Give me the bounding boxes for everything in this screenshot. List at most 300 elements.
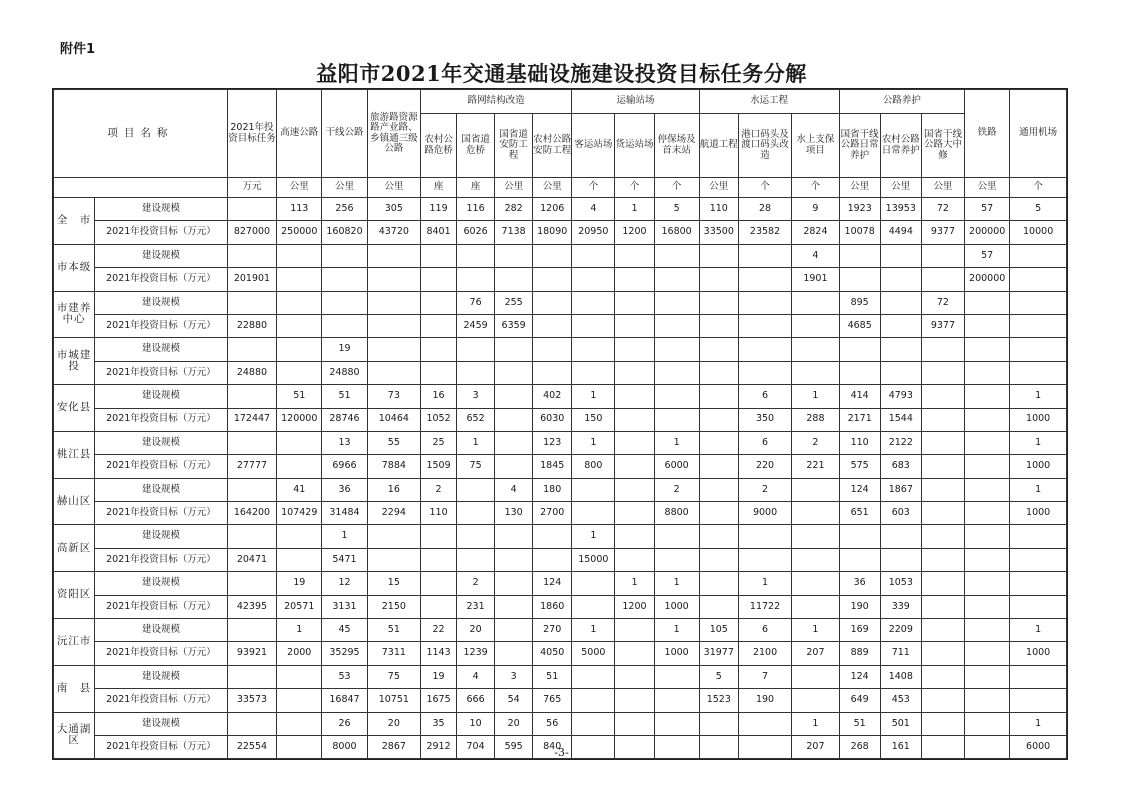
data-cell: 1860 — [533, 595, 572, 618]
data-cell — [965, 548, 1010, 571]
table-body — [54, 198, 1067, 759]
data-cell — [421, 314, 457, 337]
row-label-invest: 2021年投资目标（万元） — [95, 221, 228, 244]
data-cell: 651 — [839, 502, 880, 525]
data-cell: 27777 — [227, 455, 276, 478]
data-cell: 1 — [1010, 478, 1067, 501]
data-cell: 10000 — [1010, 221, 1067, 244]
data-cell: 31484 — [322, 502, 367, 525]
data-cell — [615, 548, 654, 571]
table-row — [54, 361, 1067, 384]
row-label-invest: 2021年投资目标（万元） — [95, 595, 228, 618]
stop-station-header: 停保场及首末站 — [654, 114, 699, 178]
data-cell — [654, 689, 699, 712]
data-cell: 8000 — [322, 735, 367, 758]
table-row — [54, 244, 1067, 267]
trunk-maint-header: 国省干线公路日常养护 — [839, 114, 880, 178]
data-cell: 1 — [1010, 431, 1067, 454]
data-cell: 1523 — [699, 689, 738, 712]
row-label-scale: 建设规模 — [95, 431, 228, 454]
data-cell — [227, 478, 276, 501]
data-cell — [792, 665, 839, 688]
data-cell — [1010, 361, 1067, 384]
data-cell — [699, 502, 738, 525]
data-cell: 1143 — [421, 642, 457, 665]
table-row — [54, 314, 1067, 337]
data-cell — [699, 244, 738, 267]
data-cell: 7 — [738, 665, 791, 688]
data-cell — [322, 291, 367, 314]
data-cell — [572, 291, 615, 314]
data-cell: 28 — [738, 198, 791, 221]
data-cell: 1867 — [880, 478, 921, 501]
data-cell: 1675 — [421, 689, 457, 712]
data-cell: 6030 — [533, 408, 572, 431]
data-cell — [615, 431, 654, 454]
data-cell — [533, 291, 572, 314]
data-cell: 2867 — [367, 735, 420, 758]
data-cell — [921, 665, 964, 688]
data-cell: 1 — [792, 712, 839, 735]
highway-header: 高速公路 — [277, 90, 322, 178]
data-cell — [495, 385, 533, 408]
data-cell — [839, 548, 880, 571]
data-cell — [457, 361, 495, 384]
data-cell — [227, 244, 276, 267]
data-cell — [572, 268, 615, 291]
data-cell — [792, 338, 839, 361]
data-cell — [227, 619, 276, 642]
data-cell: 110 — [699, 198, 738, 221]
channel-header: 航道工程 — [699, 114, 738, 178]
data-cell: 1 — [572, 385, 615, 408]
table-header — [54, 90, 1067, 198]
unit-row — [54, 178, 1067, 198]
data-cell: 16847 — [322, 689, 367, 712]
unit-cell: 座 — [421, 178, 457, 198]
data-cell: 2 — [654, 478, 699, 501]
data-cell: 6 — [738, 619, 791, 642]
unit-cell: 公里 — [495, 178, 533, 198]
trunk-repair-header: 国省干线公路大中修 — [921, 114, 964, 178]
data-cell: 575 — [839, 455, 880, 478]
data-cell: 8401 — [421, 221, 457, 244]
unit-cell: 个 — [792, 178, 839, 198]
airport-header: 通用机场 — [1010, 90, 1067, 178]
data-cell: 57 — [965, 244, 1010, 267]
table-row — [54, 665, 1067, 688]
data-cell — [921, 712, 964, 735]
data-cell — [277, 689, 322, 712]
data-cell: 72 — [921, 198, 964, 221]
data-cell: 110 — [839, 431, 880, 454]
data-cell — [615, 268, 654, 291]
row-label-scale: 建设规模 — [95, 712, 228, 735]
data-cell — [367, 268, 420, 291]
data-cell — [921, 361, 964, 384]
region-name: 沅江市 — [54, 619, 95, 666]
data-cell — [367, 338, 420, 361]
data-cell — [1010, 665, 1067, 688]
data-cell — [277, 268, 322, 291]
data-cell — [277, 431, 322, 454]
data-cell — [572, 595, 615, 618]
data-cell — [880, 525, 921, 548]
data-cell: 765 — [533, 689, 572, 712]
data-cell: 190 — [738, 689, 791, 712]
data-cell — [277, 291, 322, 314]
data-cell — [495, 619, 533, 642]
data-cell — [227, 198, 276, 221]
data-cell — [965, 431, 1010, 454]
data-cell — [367, 244, 420, 267]
row-label-invest: 2021年投资目标（万元） — [95, 361, 228, 384]
data-cell: 4 — [792, 244, 839, 267]
data-cell — [792, 689, 839, 712]
data-cell: 5 — [654, 198, 699, 221]
data-cell: 4793 — [880, 385, 921, 408]
data-cell — [615, 244, 654, 267]
data-cell — [839, 525, 880, 548]
data-cell — [839, 244, 880, 267]
row-label-scale: 建设规模 — [95, 619, 228, 642]
data-cell: 3131 — [322, 595, 367, 618]
data-cell — [615, 619, 654, 642]
data-cell — [921, 431, 964, 454]
region-name: 桃江县 — [54, 431, 95, 478]
data-cell — [880, 268, 921, 291]
data-cell: 603 — [880, 502, 921, 525]
data-cell — [457, 338, 495, 361]
data-cell: 2100 — [738, 642, 791, 665]
row-label-scale: 建设规模 — [95, 478, 228, 501]
data-cell: 13953 — [880, 198, 921, 221]
data-cell — [615, 525, 654, 548]
data-cell: 124 — [839, 478, 880, 501]
data-cell: 1544 — [880, 408, 921, 431]
data-cell: 1 — [654, 431, 699, 454]
data-cell — [965, 455, 1010, 478]
data-cell: 453 — [880, 689, 921, 712]
data-cell — [699, 361, 738, 384]
data-cell: 1239 — [457, 642, 495, 665]
data-cell: 666 — [457, 689, 495, 712]
data-cell — [367, 314, 420, 337]
data-cell — [965, 525, 1010, 548]
row-label-scale: 建设规模 — [95, 665, 228, 688]
data-cell: 51 — [839, 712, 880, 735]
data-cell — [572, 244, 615, 267]
row-label-invest: 2021年投资目标（万元） — [95, 735, 228, 758]
data-cell: 1509 — [421, 455, 457, 478]
data-cell — [615, 478, 654, 501]
data-cell: 73 — [367, 385, 420, 408]
data-cell — [1010, 548, 1067, 571]
project-name-header: 项目名称 — [54, 90, 228, 178]
data-cell — [921, 595, 964, 618]
data-cell — [572, 361, 615, 384]
data-cell — [615, 665, 654, 688]
region-name: 安化县 — [54, 385, 95, 432]
data-cell: 35295 — [322, 642, 367, 665]
data-cell — [699, 338, 738, 361]
data-cell: 200000 — [965, 268, 1010, 291]
data-cell — [965, 619, 1010, 642]
data-cell: 288 — [792, 408, 839, 431]
data-cell — [322, 314, 367, 337]
data-cell: 105 — [699, 619, 738, 642]
table-row — [54, 642, 1067, 665]
data-cell — [1010, 314, 1067, 337]
page-title: 益阳市2021年交通基础设施建设投资目标任务分解 — [316, 61, 807, 86]
data-cell — [615, 689, 654, 712]
data-cell: 840 — [533, 735, 572, 758]
row-label-invest: 2021年投资目标（万元） — [95, 548, 228, 571]
data-cell: 113 — [277, 198, 322, 221]
data-cell: 2122 — [880, 431, 921, 454]
data-cell — [367, 548, 420, 571]
row-label-scale: 建设规模 — [95, 291, 228, 314]
data-cell: 124 — [533, 572, 572, 595]
data-cell: 250000 — [277, 221, 322, 244]
data-cell — [277, 314, 322, 337]
data-cell — [495, 548, 533, 571]
data-cell — [615, 314, 654, 337]
table-row — [54, 338, 1067, 361]
data-cell: 1053 — [880, 572, 921, 595]
data-cell: 711 — [880, 642, 921, 665]
row-label-invest: 2021年投资目标（万元） — [95, 314, 228, 337]
data-cell: 4 — [457, 665, 495, 688]
data-cell: 2294 — [367, 502, 420, 525]
data-cell: 9377 — [921, 314, 964, 337]
data-cell: 339 — [880, 595, 921, 618]
data-cell — [921, 385, 964, 408]
data-cell — [965, 712, 1010, 735]
data-cell — [421, 572, 457, 595]
row-label-scale: 建设规模 — [95, 198, 228, 221]
railway-header: 铁路 — [965, 90, 1010, 178]
row-label-scale: 建设规模 — [95, 525, 228, 548]
data-cell — [572, 689, 615, 712]
data-cell: 172447 — [227, 408, 276, 431]
data-cell: 231 — [457, 595, 495, 618]
data-cell: 7884 — [367, 455, 420, 478]
trunk-header: 干线公路 — [322, 90, 367, 178]
unit-cell: 公里 — [277, 178, 322, 198]
data-cell: 51 — [322, 385, 367, 408]
unit-cell: 个 — [572, 178, 615, 198]
data-cell — [457, 268, 495, 291]
data-cell: 51 — [533, 665, 572, 688]
data-cell: 402 — [533, 385, 572, 408]
data-cell: 10 — [457, 712, 495, 735]
data-cell: 75 — [367, 665, 420, 688]
data-cell — [839, 338, 880, 361]
table-row — [54, 385, 1067, 408]
data-cell — [227, 431, 276, 454]
data-cell: 180 — [533, 478, 572, 501]
data-cell: 150 — [572, 408, 615, 431]
data-cell — [965, 385, 1010, 408]
data-cell — [699, 408, 738, 431]
data-cell — [421, 268, 457, 291]
table-row — [54, 478, 1067, 501]
data-cell: 1000 — [1010, 455, 1067, 478]
data-cell: 3 — [495, 665, 533, 688]
region-name: 市城建投 — [54, 338, 95, 385]
data-cell — [654, 244, 699, 267]
data-cell — [965, 642, 1010, 665]
data-cell — [654, 548, 699, 571]
maint-group-header: 公路养护 — [839, 90, 964, 114]
data-cell — [277, 244, 322, 267]
data-cell: 1408 — [880, 665, 921, 688]
data-cell: 2 — [738, 478, 791, 501]
region-name: 市建养中心 — [54, 291, 95, 338]
data-cell: 110 — [421, 502, 457, 525]
data-cell: 190 — [839, 595, 880, 618]
data-cell: 19 — [277, 572, 322, 595]
data-cell — [921, 642, 964, 665]
data-cell — [839, 361, 880, 384]
data-cell: 270 — [533, 619, 572, 642]
data-cell — [533, 361, 572, 384]
unit-cell: 公里 — [533, 178, 572, 198]
table-row — [54, 221, 1067, 244]
unit-cell: 公里 — [367, 178, 420, 198]
data-cell — [654, 665, 699, 688]
data-cell: 15 — [367, 572, 420, 595]
data-cell — [654, 291, 699, 314]
data-cell — [699, 314, 738, 337]
data-cell — [615, 361, 654, 384]
data-cell: 7138 — [495, 221, 533, 244]
data-cell — [277, 361, 322, 384]
data-cell — [615, 712, 654, 735]
data-cell — [699, 385, 738, 408]
data-cell: 1 — [572, 525, 615, 548]
port-header: 港口码头及渡口码头改造 — [738, 114, 791, 178]
data-cell: 3 — [457, 385, 495, 408]
data-cell: 25 — [421, 431, 457, 454]
data-cell — [572, 502, 615, 525]
data-cell — [839, 268, 880, 291]
data-cell — [699, 548, 738, 571]
data-cell — [654, 385, 699, 408]
data-cell: 51 — [277, 385, 322, 408]
data-cell — [615, 385, 654, 408]
data-cell — [880, 244, 921, 267]
table-row — [54, 548, 1067, 571]
data-cell — [1010, 525, 1067, 548]
data-cell — [615, 338, 654, 361]
data-cell — [654, 712, 699, 735]
data-cell — [457, 525, 495, 548]
data-cell — [738, 548, 791, 571]
data-cell — [921, 408, 964, 431]
data-cell: 4050 — [533, 642, 572, 665]
data-cell — [495, 268, 533, 291]
data-cell: 1206 — [533, 198, 572, 221]
data-cell: 1 — [654, 619, 699, 642]
table-row — [54, 455, 1067, 478]
data-cell: 2912 — [421, 735, 457, 758]
data-cell: 164200 — [227, 502, 276, 525]
data-cell: 16 — [421, 385, 457, 408]
data-cell: 1 — [615, 198, 654, 221]
unit-cell: 公里 — [965, 178, 1010, 198]
data-cell: 31977 — [699, 642, 738, 665]
data-cell: 1200 — [615, 595, 654, 618]
data-cell — [738, 525, 791, 548]
data-cell: 6026 — [457, 221, 495, 244]
data-cell: 10751 — [367, 689, 420, 712]
data-cell: 10464 — [367, 408, 420, 431]
data-cell — [738, 712, 791, 735]
data-cell — [533, 548, 572, 571]
data-cell: 9000 — [738, 502, 791, 525]
data-cell: 20 — [457, 619, 495, 642]
data-cell: 827000 — [227, 221, 276, 244]
data-cell: 6000 — [654, 455, 699, 478]
data-cell — [277, 455, 322, 478]
data-cell — [533, 338, 572, 361]
data-cell: 1 — [322, 525, 367, 548]
data-cell — [965, 689, 1010, 712]
data-cell: 2 — [421, 478, 457, 501]
data-cell: 10078 — [839, 221, 880, 244]
data-cell: 4 — [495, 478, 533, 501]
data-cell — [880, 314, 921, 337]
data-cell — [880, 361, 921, 384]
passenger-header: 客运站场 — [572, 114, 615, 178]
data-cell: 9377 — [921, 221, 964, 244]
data-cell: 1 — [654, 572, 699, 595]
data-cell: 13 — [322, 431, 367, 454]
data-cell: 200000 — [965, 221, 1010, 244]
data-cell: 124 — [839, 665, 880, 688]
data-cell — [495, 408, 533, 431]
data-cell — [572, 712, 615, 735]
data-cell — [1010, 572, 1067, 595]
data-cell: 414 — [839, 385, 880, 408]
data-cell — [654, 408, 699, 431]
data-cell: 24880 — [322, 361, 367, 384]
data-cell — [792, 314, 839, 337]
data-cell: 220 — [738, 455, 791, 478]
data-cell: 1000 — [1010, 642, 1067, 665]
data-cell: 1000 — [654, 642, 699, 665]
data-cell — [965, 361, 1010, 384]
data-cell: 20 — [367, 712, 420, 735]
data-cell — [880, 548, 921, 571]
data-cell — [495, 525, 533, 548]
data-cell: 207 — [792, 735, 839, 758]
unit-row-spacer — [54, 178, 228, 198]
region-name: 赫山区 — [54, 478, 95, 525]
water-group-header: 水运工程 — [699, 90, 839, 114]
data-cell: 123 — [533, 431, 572, 454]
data-cell: 1 — [1010, 619, 1067, 642]
data-cell: 36 — [839, 572, 880, 595]
data-cell — [615, 502, 654, 525]
unit-cell: 个 — [615, 178, 654, 198]
data-cell — [421, 525, 457, 548]
data-cell — [654, 314, 699, 337]
table-row — [54, 431, 1067, 454]
data-cell — [792, 291, 839, 314]
